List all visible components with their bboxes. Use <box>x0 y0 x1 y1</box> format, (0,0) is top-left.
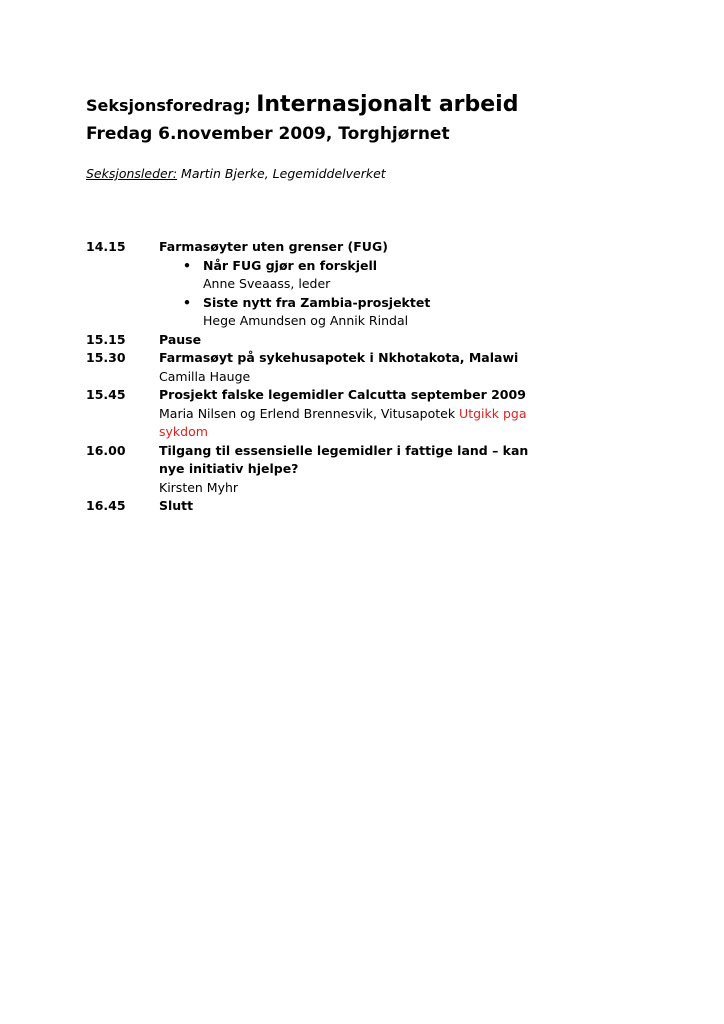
program-time: 16.45 <box>86 498 126 513</box>
program-time: 15.15 <box>86 331 126 347</box>
program-row <box>86 386 546 442</box>
program-time: 15.30 <box>86 350 126 365</box>
program-content <box>159 349 546 386</box>
page-title <box>86 92 518 117</box>
subitem-title: Når FUG gjør en forskjell <box>203 257 378 273</box>
program-title: Prosjekt falske legemidler Calcutta september 2009 <box>159 387 526 402</box>
section-leader-name: Martin Bjerke, Legemiddelverket <box>177 166 386 181</box>
subitem-speaker: Hege Amundsen og Annik Rindal <box>203 313 409 328</box>
program-title: Pause <box>159 331 202 347</box>
program-content <box>159 331 546 350</box>
program-row <box>86 349 546 386</box>
program-row <box>86 238 546 331</box>
program-list <box>86 238 546 516</box>
subitem-title: Siste nytt fra Zambia-prosjektet <box>203 294 431 310</box>
program-content <box>159 238 546 331</box>
program-row <box>86 331 546 350</box>
program-time: 15.45 <box>86 387 126 402</box>
program-row <box>86 497 546 516</box>
page-subtitle: Fredag 6.november 2009, Torghjørnet <box>86 124 450 144</box>
program-time: 14.15 <box>86 239 126 254</box>
program-speaker: Maria Nilsen og Erlend Brennesvik, Vitusapotek <box>159 405 460 421</box>
cancellation-note: Utgikk pga sykdom <box>159 405 527 439</box>
title-main: Internasjonalt arbeid <box>256 92 519 117</box>
program-content <box>159 497 546 516</box>
bullet-icon: • <box>183 294 191 310</box>
program-subitem <box>159 294 546 313</box>
section-leader-label: Seksjonsleder: <box>86 166 178 181</box>
program-speaker-line <box>159 405 546 442</box>
program-title: Farmasøyter uten grenser (FUG) <box>159 239 388 254</box>
bullet-icon: • <box>183 257 191 273</box>
program-row <box>86 442 546 498</box>
program-speaker: Kirsten Myhr <box>159 479 239 495</box>
program-speaker: Camilla Hauge <box>159 368 251 384</box>
section-leader <box>86 166 386 181</box>
program-title: Farmasøyt på sykehusapotek i Nkhotakota, Malawi <box>159 350 519 365</box>
program-content <box>159 442 546 498</box>
program-content <box>159 386 546 442</box>
program-subitem <box>159 257 546 276</box>
program-title: Slutt <box>159 498 194 513</box>
subitem-speaker: Anne Sveaass, leder <box>203 276 331 291</box>
program-title: Tilgang til essensielle legemidler i fattige land – kan nye initiativ hjelpe? <box>159 442 529 476</box>
title-prefix: Seksjonsforedrag; <box>86 96 251 115</box>
program-time: 16.00 <box>86 442 126 458</box>
